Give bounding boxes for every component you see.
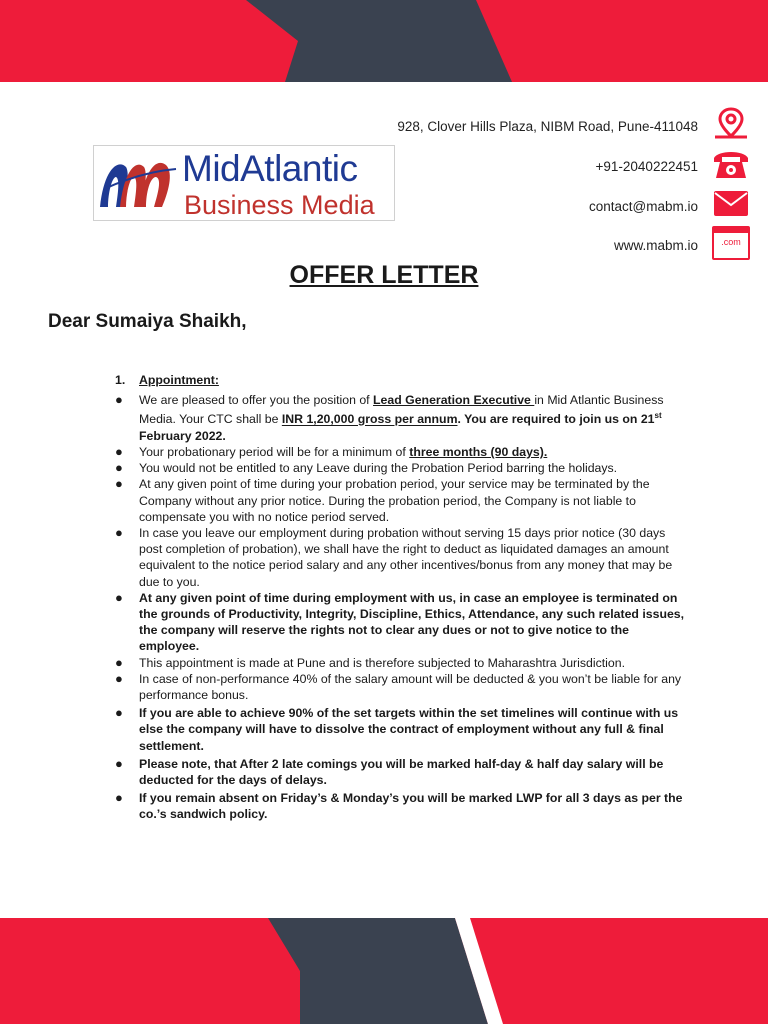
section-heading-label: Appointment: bbox=[139, 373, 219, 387]
location-icon bbox=[712, 106, 750, 140]
list-item: ● This appointment is made at Pune and is therefore subjected to Maharashtra Jurisdiction. bbox=[115, 654, 625, 670]
letter-title: OFFER LETTER bbox=[289, 261, 479, 289]
ctc-amount: INR 1,20,000 gross per annum bbox=[281, 412, 458, 427]
bullet-icon: ● bbox=[115, 443, 123, 459]
contact-address: 928, Clover Hills Plaza, NIBM Road, Pune-411048 bbox=[397, 119, 698, 134]
telephone-icon bbox=[712, 146, 750, 180]
logo-line1: MidAtlantic bbox=[182, 148, 358, 189]
list-item: ● If you are able to achieve 90% of the set targets within the set timelines will continue with us else the company will have to dissolve the contract of employment without any full & final settlement. bbox=[115, 705, 679, 753]
footer-band bbox=[0, 918, 768, 1024]
list-item: ● Your probationary period will be for a minimum of three months (90 days). bbox=[115, 443, 548, 459]
section-number: 1. bbox=[115, 373, 126, 387]
list-item: ● At any given point of time during employment with us, in case an employee is terminated on the grounds of Productivity, Integrity, Discipline, Ethics, Attendance, any such related issues, the company will reserve the rights not to clear any dues or not to give notice to the employee. bbox=[115, 589, 685, 654]
website-icon-text: .com bbox=[721, 237, 741, 247]
email-icon bbox=[712, 186, 750, 220]
bullet-icon: ● bbox=[115, 654, 123, 670]
bullet-icon: ● bbox=[115, 705, 123, 721]
bullet-icon: ● bbox=[115, 755, 123, 771]
terms-list bbox=[115, 392, 685, 822]
list-item: ● You would not be entitled to any Leave during the Probation Period barring the holidays. bbox=[115, 460, 618, 476]
bullet-icon: ● bbox=[115, 589, 123, 605]
list-item: ● Please note, that After 2 late comings you will be marked half-day & half day salary will be deducted for the days of delays. bbox=[115, 755, 664, 787]
bullet-icon: ● bbox=[115, 670, 123, 686]
logo-mark-icon bbox=[96, 149, 180, 215]
appointment-section bbox=[115, 372, 685, 823]
list-item: ● At any given point of time during your probation period, your service may be terminated by the Company without any prior notice. During the probation period, the Company is not liable to compensate you with no notice period served. bbox=[115, 476, 650, 524]
contact-phone: +91-2040222451 bbox=[595, 159, 698, 174]
website-icon bbox=[712, 226, 750, 260]
job-role: Lead Generation Executive bbox=[373, 393, 535, 408]
company-logo bbox=[93, 145, 395, 221]
bullet-icon: ● bbox=[115, 392, 123, 408]
bullet-icon: ● bbox=[115, 790, 123, 806]
list-item: ● We are pleased to offer you the position of Lead Generation Executive in Mid Atlantic Business Media. Your CTC shall be INR 1,20,000 gross per annum. You are required to join us on 21st February 2022. bbox=[115, 392, 664, 443]
bullet-icon: ● bbox=[115, 460, 123, 476]
bullet-icon: ● bbox=[115, 476, 123, 492]
probation-period: three months (90 days). bbox=[409, 444, 548, 459]
bullet-icon: ● bbox=[115, 524, 123, 540]
header-band bbox=[0, 0, 768, 82]
list-item: ● In case of non-performance 40% of the salary amount will be deducted & you won’t be liable for any performance bonus. bbox=[115, 670, 682, 702]
contact-website: www.mabm.io bbox=[613, 238, 698, 253]
logo-line2: Business Media bbox=[184, 190, 375, 220]
contact-email: contact@mabm.io bbox=[589, 199, 698, 214]
list-item: ● In case you leave our employment during probation without serving 15 days prior notice (30 days post completion of probation), we shall have the right to deduct as liquidated damages an amount equivalent to the notice period salary and any other incentives/bonus from any money that may be due to you. bbox=[115, 524, 673, 589]
section-heading bbox=[115, 372, 685, 388]
list-item: ● If you remain absent on Friday’s & Monday’s you will be marked LWP for all 3 days as per the co.’s sandwich policy. bbox=[115, 790, 683, 822]
salutation: Dear Sumaiya Shaikh, bbox=[48, 311, 247, 332]
